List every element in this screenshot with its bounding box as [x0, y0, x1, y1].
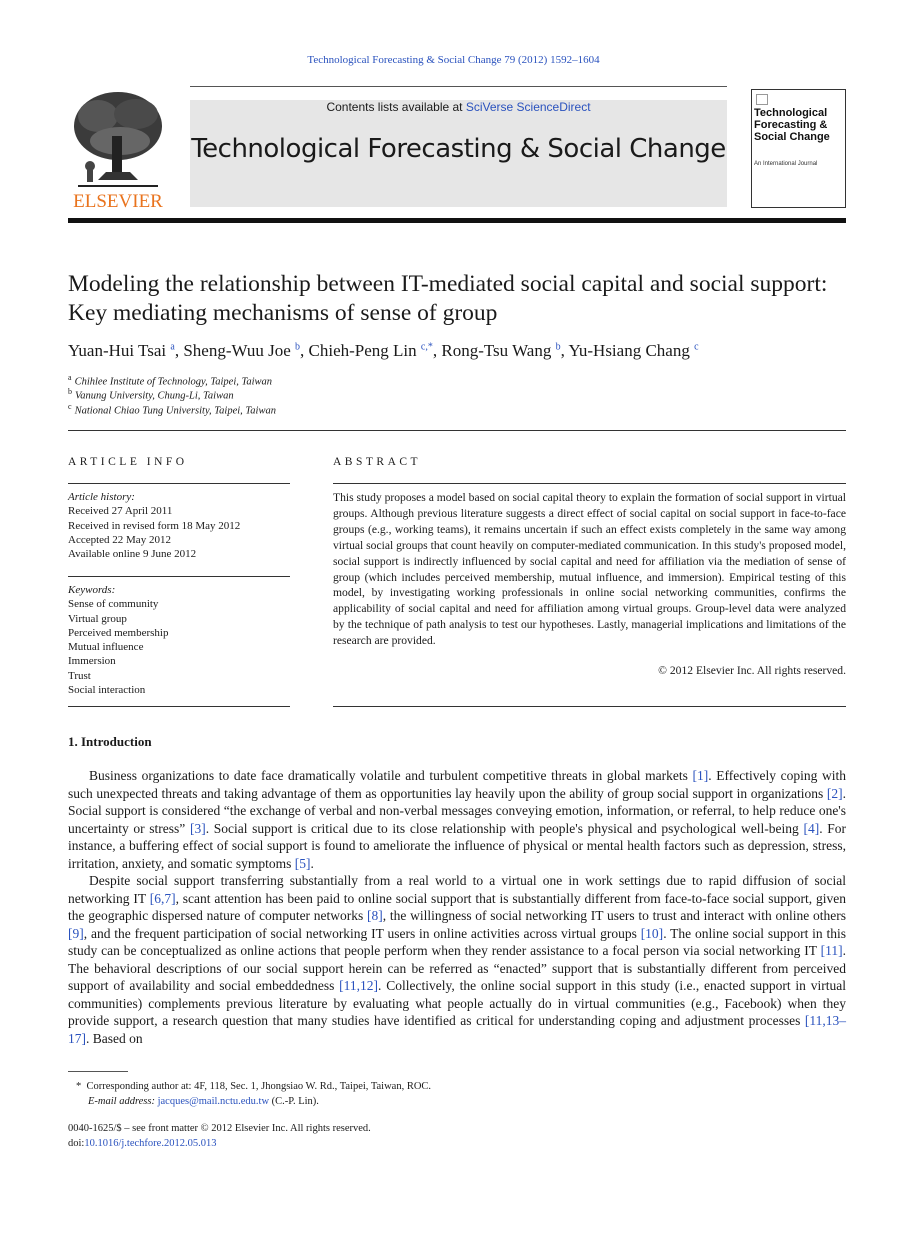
- author-list: Yuan-Hui Tsai $^a$, Sheng-Wuu Joe $^b$, Chieh-Peng Lin $^{c,*}$, Rong-Tsu Wang $^b$, Yu-Hsiang Chang $^c$: [68, 341, 699, 360]
- abstract-heading: ABSTRACT: [333, 456, 422, 468]
- article-title: Modeling the relationship between IT-mediated social capital and social support: Key mediating mechanisms of sense of group: [68, 271, 828, 326]
- journal-cover[interactable]: [751, 89, 846, 208]
- body-text: . The online social support in this study can be conceptualized as online actions that people perform when they render assistance to a focal person via social networking IT: [68, 925, 846, 958]
- keyword-item: Immersion: [68, 655, 116, 668]
- citation-link[interactable]: [4]: [803, 820, 820, 836]
- keyword-item: Sense of community: [68, 598, 159, 611]
- citation-link[interactable]: [11,13–17]: [68, 1013, 846, 1046]
- history-item: Received 27 April 2011: [68, 505, 173, 518]
- affiliation: $^a$ Chihlee Institute of Technology, Taipei, Taiwan: [68, 373, 273, 388]
- keywords: [68, 583, 290, 697]
- email-suffix: (C.-P. Lin).: [269, 1096, 319, 1107]
- keyword-item: Mutual influence: [68, 641, 144, 654]
- section-rule: [68, 576, 290, 577]
- article-history: [68, 490, 290, 561]
- body-text: . Social support is considered “the exchange of verbal and non-verbal messages conveying emotion, information, or referral, to help reduce one's uncertainty or stress”: [68, 785, 846, 836]
- section-heading: 1. Introduction: [68, 734, 152, 749]
- article-info-heading: ARTICLE INFO: [68, 456, 188, 468]
- keyword-item: Virtual group: [68, 612, 127, 625]
- header-top-rule: [190, 86, 727, 87]
- section-rule: [68, 483, 290, 484]
- body-text: Business organizations to date face dramatically volatile and turbulent competitive threats in global markets: [89, 768, 693, 783]
- history-item: Accepted 22 May 2012: [68, 533, 171, 546]
- svg-text:ELSEVIER: ELSEVIER: [73, 191, 163, 212]
- citation-link[interactable]: [2]: [826, 785, 843, 801]
- affiliation: $^c$ National Chiao Tung University, Taipei, Taiwan: [68, 402, 276, 417]
- author-name[interactable]: Sheng-Wuu Joe: [183, 341, 291, 360]
- history-item: Received in revised form 18 May 2012: [68, 519, 241, 532]
- tree-icon: [68, 86, 168, 212]
- author-name[interactable]: Yuan-Hui Tsai: [68, 341, 167, 360]
- author-affiliation-mark[interactable]: b: [555, 341, 561, 353]
- elsevier-logo: [68, 86, 168, 212]
- citation-link[interactable]: [9]: [68, 925, 84, 941]
- asterisk-mark: *: [76, 1081, 87, 1092]
- body-text: , scant attention has been paid to online social support that is substantially different from face-to-face social support, given the geographic dispersed nature of computer networks: [68, 890, 846, 923]
- author-affiliation-mark[interactable]: c,*: [420, 341, 433, 353]
- keyword-item: Trust: [68, 669, 91, 682]
- body-text: . The behavioral descriptions of our social support herein can be referred as “enacted” support that is substantially different from perceived support of availability and social embeddedness: [68, 943, 846, 993]
- contents-prefix: Contents lists available at: [326, 100, 466, 114]
- body-text: . Collectively, the online social support in this study (i.e., enacted support in virtual communities) complements previous literature by evaluating what people actually do in virtual communities (e.g., Facebook) when they provide support, a research question that many studies have identified as critical for understanding coping and adjustment processes: [68, 978, 846, 1028]
- section-rule: [333, 706, 846, 707]
- doi-link[interactable]: 10.1016/j.techfore.2012.05.013: [84, 1138, 217, 1149]
- citation-link[interactable]: [6,7]: [149, 890, 176, 906]
- body-text: Despite social support transferring substantially from a real world to a virtual one in work settings due to rapid diffusion of social networking IT: [68, 873, 846, 906]
- footnote-rule: [68, 1071, 128, 1072]
- abstract-text: This study proposes a model based on social capital theory to explain the formation of social support in virtual groups. Although previous literature suggests a direct effect of social capital on social support in face-to-face groups (e.g., working teams), it remains uncertain if such an effect exists completely in the same way among virtual social groups that count heavily on computer-mediated communication. In this study's proposed model, social support is indirectly influenced by social capital and need for affiliation via the mediation of sense of group (which includes perceived membership, mutual influence, and immersion). Empirical testing of this model, by investigating working professionals in online social networking communities, confirms the applicability of social capital and need for affiliation among virtual groups. Group-level data were analyzed by the technique of path analysis to test our hypotheses. Lastly, managerial implications and limitations of the research are provided.: [333, 491, 846, 648]
- body-paragraph: [68, 767, 846, 872]
- corresponding-address: Corresponding author at: 4F, 118, Sec. 1, Jhongsiao W. Rd., Taipei, Taiwan, ROC.: [86, 1081, 432, 1092]
- keywords-label: Keywords:: [68, 584, 116, 596]
- section-rule: [68, 430, 846, 431]
- history-item: Available online 9 June 2012: [68, 548, 197, 561]
- cover-emblem-icon: [756, 94, 768, 105]
- keyword-item: Social interaction: [68, 684, 146, 697]
- citation-link[interactable]: [1]: [692, 768, 709, 783]
- running-head[interactable]: Technological Forecasting & Social Change 79 (2012) 1592–1604: [307, 54, 600, 66]
- author-affiliation-mark[interactable]: b: [295, 341, 301, 353]
- header-thick-rule: [68, 218, 846, 223]
- citation-link[interactable]: [3]: [189, 820, 206, 836]
- issn-block: [68, 1121, 846, 1151]
- citation-link[interactable]: [11,12]: [339, 978, 379, 993]
- email-label: E-mail address:: [88, 1096, 155, 1107]
- body-paragraph: [68, 872, 846, 1047]
- section-rule: [68, 706, 290, 707]
- section-rule: [333, 483, 846, 484]
- cover-subtitle: An International Journal: [754, 161, 818, 167]
- citation-link[interactable]: [11]: [820, 943, 843, 958]
- cover-title: Technological Forecasting & Social Change: [754, 107, 830, 143]
- citation-link[interactable]: [8]: [367, 908, 383, 923]
- author-affiliation-mark[interactable]: a: [170, 341, 175, 353]
- body-text: . Effectively coping with such unexpected threats and taking advantage of them as opportunities lay heavily upon the ability of group social support in organizations: [68, 768, 847, 801]
- body-text: . Based on: [86, 1030, 143, 1046]
- history-label: Article history:: [68, 491, 135, 503]
- sciencedirect-link[interactable]: SciVerse ScienceDirect: [465, 100, 591, 114]
- body-text: . For instance, a buffering effect of social support is found to ameliorate the influence of physical or mental health factors such as depression, stress, irritation, anxiety, and somatic symptoms: [68, 820, 846, 871]
- issn-line: 0040-1625/$ – see front matter © 2012 Elsevier Inc. All rights reserved.: [68, 1123, 371, 1134]
- author-name[interactable]: Yu-Hsiang Chang: [568, 341, 690, 360]
- body-text: , the willingness of social networking IT users to trust and interact with online others: [382, 908, 846, 923]
- keyword-item: Perceived membership: [68, 626, 169, 639]
- citation-link[interactable]: [5]: [294, 855, 311, 871]
- author-name[interactable]: Rong-Tsu Wang: [441, 341, 552, 360]
- body-text: . Social support is critical due to its close relationship with people's physical and psychological well-being: [205, 820, 804, 836]
- affiliation: $^b$ Vanung University, Chung-Li, Taiwan: [68, 387, 234, 402]
- body-text: .: [310, 855, 314, 871]
- doi-label: doi:: [68, 1138, 85, 1149]
- author-name[interactable]: Chieh-Peng Lin: [308, 341, 417, 360]
- body-text: , and the frequent participation of social networking IT users in online activities across virtual groups: [83, 925, 641, 941]
- journal-name: Technological Forecasting & Social Change: [191, 134, 726, 164]
- corresponding-footnote: [68, 1079, 846, 1109]
- email-link[interactable]: jacques@mail.nctu.edu.tw: [157, 1096, 270, 1107]
- contents-line: [190, 100, 727, 114]
- citation-link[interactable]: [10]: [640, 925, 664, 941]
- author-affiliation-mark[interactable]: c: [694, 341, 699, 353]
- abstract-copyright: © 2012 Elsevier Inc. All rights reserved.: [658, 664, 846, 677]
